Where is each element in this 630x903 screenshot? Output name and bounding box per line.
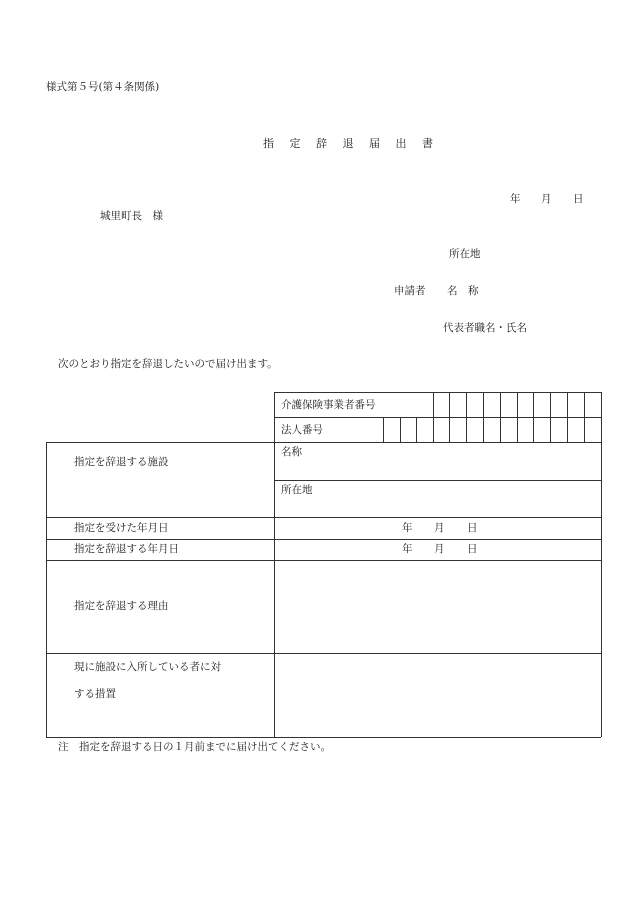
facility-name-label: 名称 xyxy=(281,446,302,458)
date-day: 日 xyxy=(573,193,584,205)
form-number: 様式第５号(第４条関係) xyxy=(46,81,160,93)
withdrawal-date-label: 指定を辞退する年月日 xyxy=(74,543,179,555)
designated-date-day: 日 xyxy=(467,522,478,534)
measures-label-line2: する措置 xyxy=(74,688,116,700)
applicant-role-label: 申請者 xyxy=(394,285,426,297)
designated-date-year: 年 xyxy=(402,522,413,534)
reason-label: 指定を辞退する理由 xyxy=(74,600,169,612)
facility-label: 指定を辞退する施設 xyxy=(74,456,169,468)
intro-text: 次のとおり指定を辞退したいので届け出ます。 xyxy=(58,358,278,370)
footnote: 注 指定を辞退する日の１月前までに届け出てください。 xyxy=(58,741,331,753)
applicant-address-label: 所在地 xyxy=(449,248,481,260)
withdrawal-date-day: 日 xyxy=(467,543,478,555)
corporate-number-label: 法人番号 xyxy=(281,424,323,436)
applicant-representative-label: 代表者職名・氏名 xyxy=(443,322,527,334)
applicant-name-label: 名 称 xyxy=(447,285,479,297)
designated-date-month: 月 xyxy=(434,522,445,534)
date-year: 年 xyxy=(510,193,521,205)
date-month: 月 xyxy=(541,193,552,205)
designated-date-label: 指定を受けた年月日 xyxy=(74,522,169,534)
withdrawal-date-month: 月 xyxy=(434,543,445,555)
document-title: 指 定 辞 退 届 出 書 xyxy=(263,137,439,150)
facility-address-label: 所在地 xyxy=(281,484,313,496)
withdrawal-date-year: 年 xyxy=(402,543,413,555)
care-insurance-number-label: 介護保険事業者番号 xyxy=(281,399,376,411)
measures-label-line1: 現に施設に入所している者に対 xyxy=(74,661,221,673)
addressee: 城里町長 様 xyxy=(100,210,163,222)
